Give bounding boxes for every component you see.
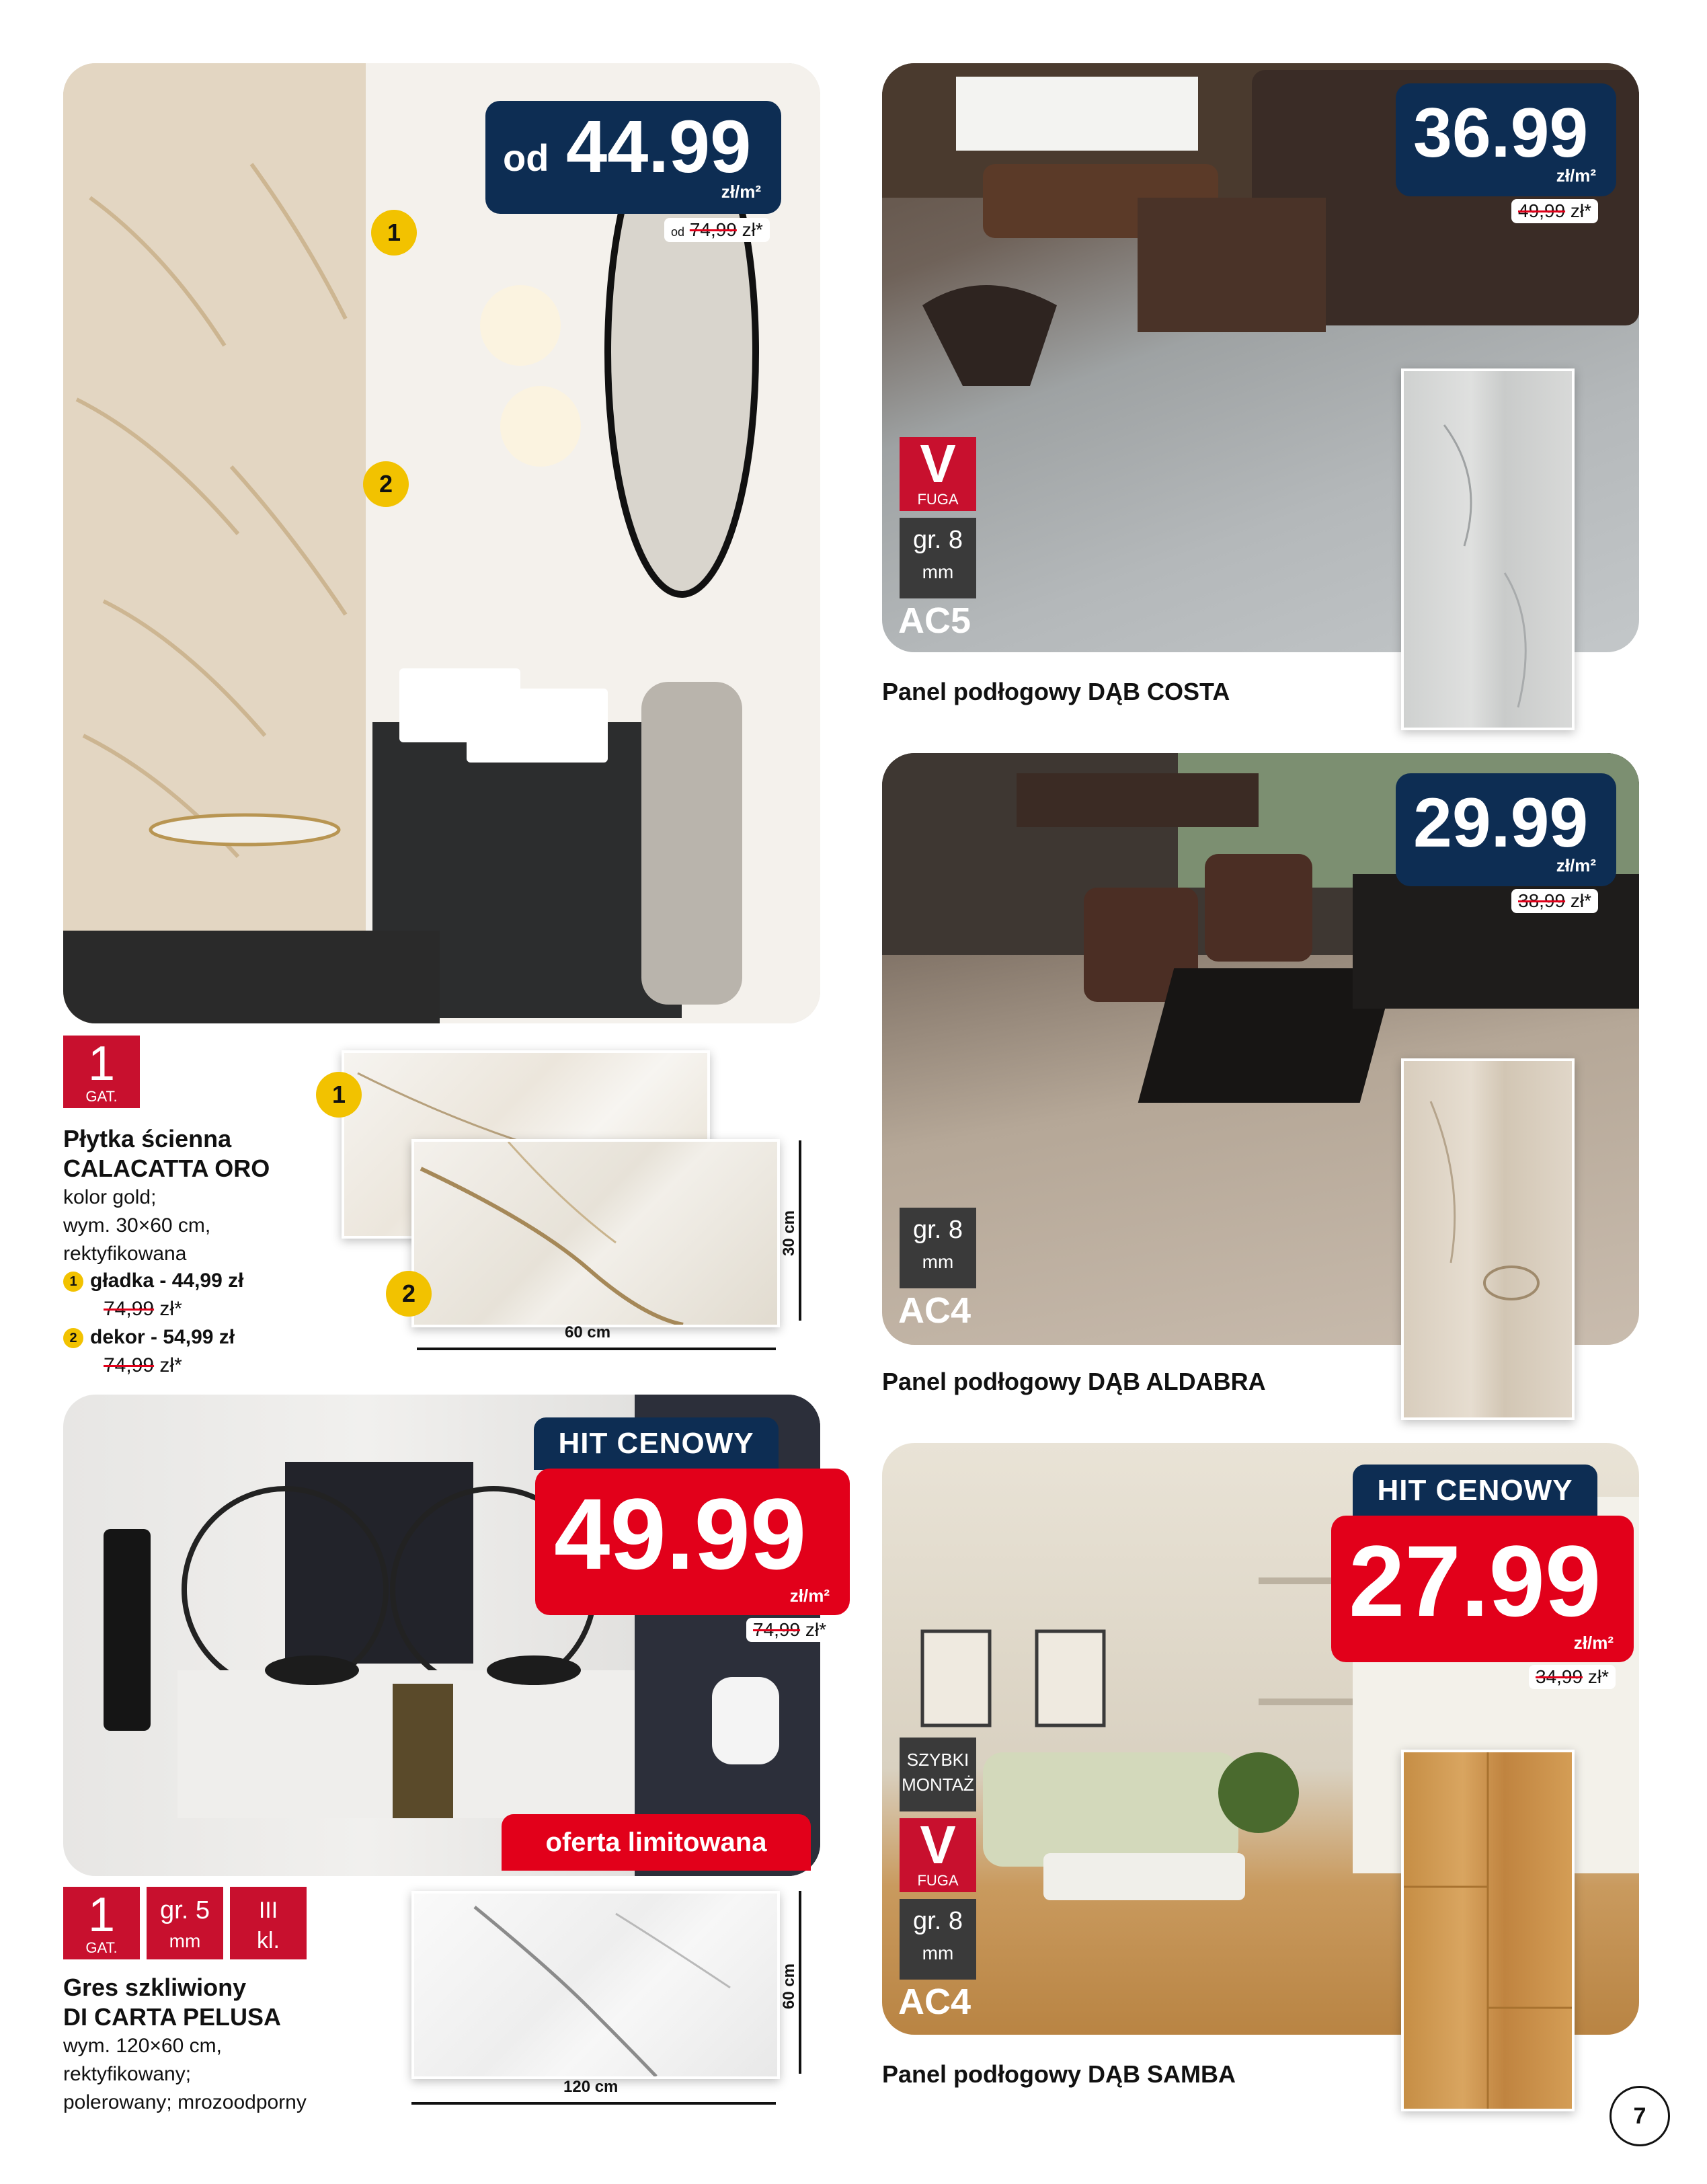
old-price-suffix: zł*: [1565, 890, 1591, 911]
fuga-badge-samba: [900, 1815, 976, 1892]
thickness-label: gr. 5: [160, 1896, 210, 1924]
old-price-aldabra: [1511, 889, 1598, 913]
thickness-unit: mm: [922, 1943, 954, 1963]
floor-swatch-samba: [1401, 1750, 1575, 2111]
grade-badge-pelusa: [63, 1887, 140, 1959]
thickness-badge-aldabra: [900, 1208, 976, 1288]
page-number: 7: [1610, 2086, 1670, 2146]
desc-line2: wym. 30×60 cm,: [63, 1214, 211, 1237]
old-price-value: 38,99: [1518, 890, 1566, 911]
desc-calacatta: [63, 1183, 210, 1268]
quick-line1: SZYBKI: [906, 1750, 969, 1770]
floor-swatch-costa: [1401, 368, 1575, 730]
height-label-pelusa: 60 cm: [780, 1963, 799, 2010]
desc-line2: rektyfikowany;: [63, 2063, 192, 2085]
desc-line3: polerowany; mrozoodporny: [63, 2091, 307, 2113]
price-value: 36.99: [1413, 94, 1589, 172]
variant-1-sep: -: [154, 1270, 172, 1292]
grade-number: 1: [87, 1037, 116, 1091]
title-line1: Płytka ścienna: [63, 1125, 232, 1153]
title-calacatta: [63, 1124, 270, 1183]
height-arrow-pelusa: [799, 1891, 801, 2074]
title-line2: CALACATTA ORO: [63, 1155, 270, 1182]
price-value: 49.99: [554, 1477, 807, 1590]
desc-pelusa: [63, 2032, 307, 2117]
width-arrow-pelusa: [411, 2102, 776, 2105]
ac-rating-samba: AC4: [898, 1982, 971, 2022]
old-price-value: 74,99: [689, 219, 737, 240]
variant-1-marker: 1: [63, 1272, 83, 1292]
marker-2-swatch: 2: [386, 1271, 432, 1317]
limited-offer-label: oferta limitowana: [502, 1814, 811, 1871]
variant-2-price: 54,99 zł: [163, 1326, 235, 1348]
desc-line3: rektyfikowana: [63, 1243, 187, 1265]
price-tag-pelusa: [535, 1469, 850, 1615]
height-label-calacatta: 30 cm: [780, 1210, 799, 1257]
fuga-label: FUGA: [917, 1872, 959, 1889]
fuga-badge-costa: [900, 434, 976, 511]
variant-1-price: 44,99 zł: [171, 1270, 244, 1292]
variant-2: [63, 1323, 243, 1352]
old-price-suffix: zł*: [800, 1619, 826, 1640]
price-value: 27.99: [1349, 1524, 1601, 1637]
thickness-badge-costa: [900, 518, 976, 598]
thickness-label: gr. 8: [913, 1216, 963, 1244]
desc-line1: wym. 120×60 cm,: [63, 2035, 222, 2057]
fuga-label: FUGA: [917, 491, 959, 508]
class-top: III: [258, 1898, 278, 1923]
thickness-unit: mm: [922, 1251, 954, 1272]
variant-list-calacatta: [63, 1267, 243, 1380]
grade-badge-calacatta: [63, 1036, 140, 1108]
marker-1-photo: 1: [371, 210, 417, 256]
width-arrow-calacatta: [417, 1348, 776, 1350]
marker-2-photo: 2: [363, 461, 409, 507]
ac-rating-costa: AC5: [898, 600, 971, 641]
old-price-prefix: od: [671, 225, 685, 239]
price-tag-calacatta: [485, 101, 781, 214]
thickness-label: gr. 8: [913, 1907, 963, 1935]
old-price-calacatta: [664, 218, 770, 242]
class-bottom: kl.: [257, 1928, 280, 1953]
width-label-calacatta: 60 cm: [565, 1323, 611, 1341]
price-unit: zł/m²: [721, 182, 761, 202]
title-aldabra: Panel podłogowy DĄB ALDABRA: [882, 1368, 1266, 1395]
grade-label: GAT.: [85, 1088, 118, 1105]
variant-2-old-price: 74,99: [104, 1354, 155, 1376]
old-price-pelusa: [746, 1618, 833, 1642]
old-price-value: 34,99: [1536, 1666, 1583, 1687]
old-price-value: 49,99: [1518, 200, 1566, 221]
grade-number: 1: [87, 1888, 116, 1942]
desc-line1: kolor gold;: [63, 1186, 157, 1208]
old-price-suffix: zł*: [742, 219, 763, 240]
hit-cenowy-label-pelusa: HIT CENOWY: [534, 1417, 779, 1470]
title-line2: DI CARTA PELUSA: [63, 2003, 281, 2031]
marker-1-swatch: 1: [316, 1072, 362, 1118]
variant-1-name: gładka: [90, 1270, 155, 1292]
variant-2-name: dekor: [90, 1326, 145, 1348]
variant-1-old-suffix: zł*: [154, 1298, 182, 1320]
hit-cenowy-label-samba: HIT CENOWY: [1353, 1465, 1597, 1517]
title-pelusa: [63, 1973, 281, 2032]
quick-line2: MONTAŻ: [902, 1774, 974, 1795]
thickness-label: gr. 8: [913, 526, 963, 554]
price-prefix: od: [503, 136, 549, 179]
price-value: 29.99: [1413, 784, 1589, 862]
thickness-unit: mm: [922, 561, 954, 582]
title-samba: Panel podłogowy DĄB SAMBA: [882, 2060, 1236, 2088]
fuga-letter: V: [920, 434, 956, 494]
title-line1: Gres szkliwiony: [63, 1974, 247, 2001]
price-tag-samba: [1331, 1516, 1634, 1662]
variant-2-old-suffix: zł*: [154, 1354, 182, 1376]
variant-2-marker: 2: [63, 1328, 83, 1348]
price-unit: zł/m²: [1556, 855, 1596, 875]
quick-install-badge-samba: [900, 1738, 976, 1811]
width-label-pelusa: 120 cm: [563, 2078, 619, 2096]
price-unit: zł/m²: [1573, 1633, 1614, 1653]
fuga-letter: V: [920, 1815, 956, 1875]
floor-swatch-aldabra: [1401, 1058, 1575, 1420]
variant-1-old-price: 74,99: [104, 1298, 155, 1320]
tile-swatch-decor: [411, 1139, 780, 1327]
height-arrow-calacatta: [799, 1140, 801, 1321]
old-price-value: 74,99: [753, 1619, 801, 1640]
old-price-samba: [1529, 1665, 1616, 1689]
variant-1: [63, 1267, 243, 1295]
old-price-suffix: zł*: [1583, 1666, 1609, 1687]
thickness-unit: mm: [169, 1930, 201, 1951]
price-value: 44.99: [566, 106, 752, 188]
class-badge-pelusa: [230, 1887, 307, 1959]
price-tag-costa: [1396, 83, 1616, 196]
old-price-suffix: zł*: [1565, 200, 1591, 221]
old-price-costa: [1511, 199, 1598, 223]
grade-label: GAT.: [85, 1939, 118, 1956]
thickness-badge-pelusa: [147, 1887, 223, 1959]
tile-swatch-pelusa: [411, 1891, 780, 2079]
price-unit: zł/m²: [789, 1586, 830, 1606]
variant-2-sep: -: [145, 1326, 163, 1348]
ac-rating-aldabra: AC4: [898, 1290, 971, 1331]
title-costa: Panel podłogowy DĄB COSTA: [882, 678, 1230, 705]
thickness-badge-samba: [900, 1899, 976, 1980]
price-unit: zł/m²: [1556, 165, 1596, 186]
variant-2-old: [63, 1352, 243, 1380]
variant-1-old: [63, 1295, 243, 1323]
price-tag-aldabra: [1396, 773, 1616, 886]
